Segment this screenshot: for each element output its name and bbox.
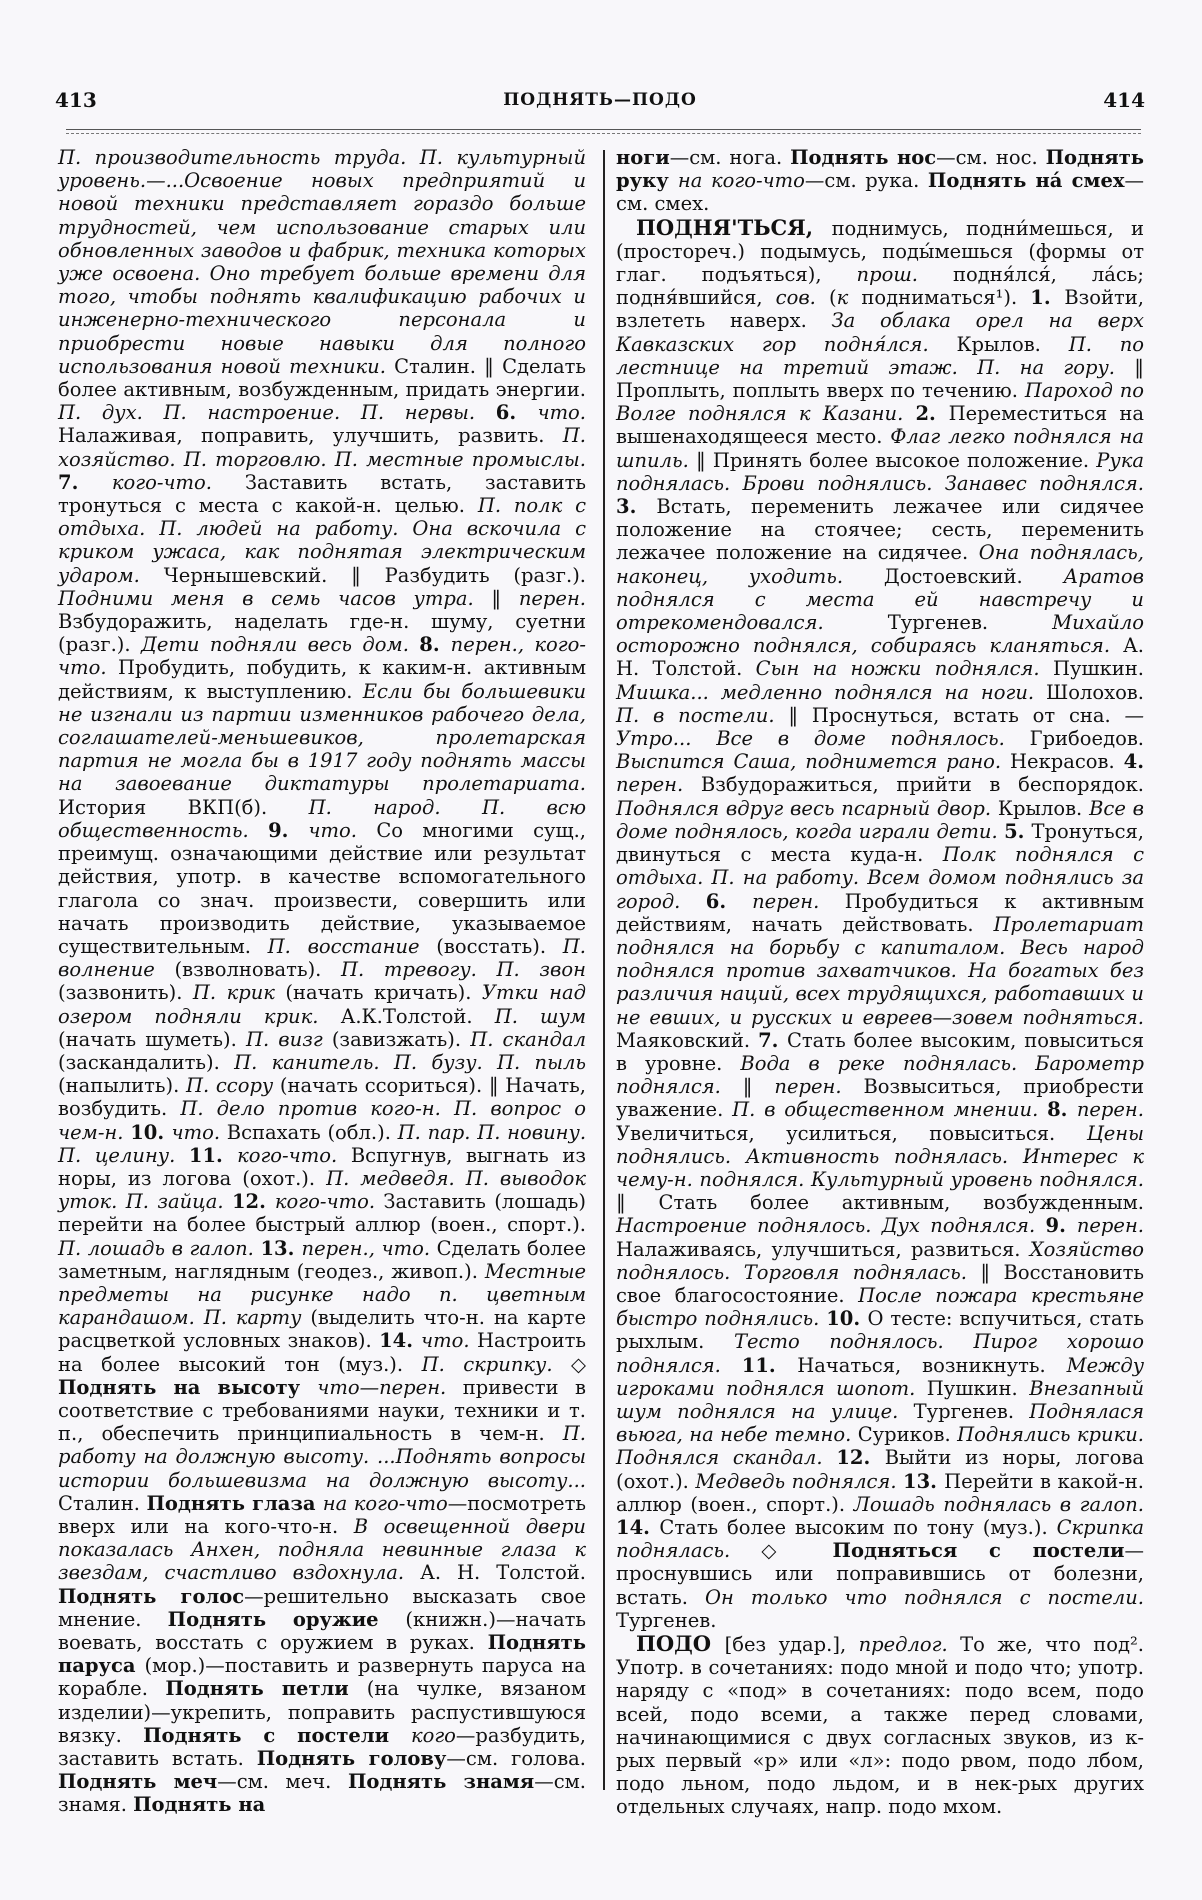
italic-text: Тесто поднялось. Пирог хорошо поднялся. <box>616 1330 1144 1377</box>
body-text: —разбудить, заставить встать. <box>58 1723 586 1771</box>
italic-text: Мишка... медленно поднялся на ноги. <box>616 680 1046 704</box>
body-text: Перейти в какой-н. аллюр (воен., спорт.). <box>616 1469 1144 1516</box>
italic-text: Цены поднялись. Активность поднялась. Интерес к чему-н. поднялся. Культурный уровень поднялся. <box>616 1121 1144 1191</box>
body-text: Пушкин. <box>1052 657 1144 681</box>
body-text: Грибоедов. <box>1029 727 1144 751</box>
left-column <box>58 146 586 1817</box>
body-text: ( <box>829 286 837 310</box>
body-text: Взбудоражить, наделать где-н. шуму, суетни (разг.). <box>58 610 586 657</box>
body-text: (восстать). <box>436 934 563 958</box>
italic-text: Утки над озером подняли крик. <box>58 981 586 1028</box>
italic-text: Хозяйство поднялось. Торговля поднялась. <box>616 1237 1144 1284</box>
header-rule <box>66 129 1141 134</box>
italic-text: кого-что. <box>237 1143 351 1167</box>
column-divider <box>603 150 605 1790</box>
body-text: ◇ <box>571 1352 586 1376</box>
body-text: Настроить на более высокий тон (муз.). <box>58 1329 586 1376</box>
bold-text: 1. <box>1030 286 1065 310</box>
italic-text: П. ссору <box>186 1074 280 1098</box>
italic-text: перен., кого-что. <box>58 633 586 680</box>
body-text: Увеличиться, усилиться, повыситься. <box>616 1121 1087 1145</box>
body-text: Тургенев. <box>616 1608 717 1632</box>
bold-text: Поднять на́ смех <box>927 169 1125 193</box>
italic-text: Дети подняли весь дом. <box>140 633 420 657</box>
body-text: —проснувшись или поправившись от болезни, встать. <box>616 1539 1145 1609</box>
italic-text: Сын на ножки поднялся. <box>755 657 1053 681</box>
italic-text: перен. <box>518 586 586 610</box>
page-number-left: 413 <box>55 88 97 112</box>
body-text: Тронуться, двинуться с места куда-н. <box>616 819 1144 867</box>
body-text: Шолохов. <box>1045 680 1144 704</box>
body-text: (заскандалить). <box>58 1050 235 1074</box>
body-text: Пушкин. <box>926 1376 1030 1400</box>
body-text: ‖ Принять более высокое положение. <box>695 448 1097 472</box>
body-text: ◇ <box>761 1539 833 1563</box>
body-text: (на чулке, вязаном изделии)—укрепить, поправить распустившуюся вязку. <box>58 1677 586 1747</box>
italic-text: перен. <box>1076 1214 1144 1238</box>
italic-text: П. медведя. П. выводок уток. П. зайца. <box>58 1166 586 1214</box>
dictionary-paragraph <box>616 146 1144 216</box>
italic-text: После пожара крестьяне быстро поднялись. <box>616 1283 1144 1331</box>
italic-text: В освещенной двери показалась Анхен, подняла невинные глаза к звездам, счастливо вздохнула. <box>58 1514 586 1585</box>
italic-text: прош. <box>856 263 954 287</box>
italic-text: П. полк с отдыха. П. людей на работу. Она вскочила с криком ужаса, как поднятая электрическим ударом. <box>58 494 586 587</box>
italic-text: Выспится Саша, поднимется рано. <box>616 750 1011 774</box>
body-text: (книжн.)—начать воевать, восстать с оружием в руках. <box>58 1607 586 1654</box>
body-text: (начать кричать). <box>285 981 482 1005</box>
body-text: Сделать более заметным, наглядным (геодез., живоп.). <box>58 1236 587 1283</box>
bold-text: 6. <box>705 889 753 913</box>
italic-text: сов. <box>775 286 829 310</box>
bold-text: 10. <box>130 1120 172 1144</box>
italic-text: кого-что. <box>274 1190 384 1214</box>
italic-text: Подними меня в семь часов утра. <box>58 586 492 610</box>
bold-text: 5. <box>1004 819 1032 843</box>
italic-text: Пролетариат поднялся на борьбу с капиталом. Весь народ поднялся против захватчиков. На богатых без различия наций, всех трудящихся, работавших и не евших, и русских и евреев—зовем подняться. <box>616 912 1144 1029</box>
italic-text: П. тревогу. П. звон <box>341 958 586 982</box>
bold-text: Поднять руку <box>616 146 1145 193</box>
italic-text: Поднялася вьюга, на небе темно. <box>616 1399 1144 1447</box>
italic-text: П. дух. П. настроение. П. нервы. <box>58 401 496 425</box>
body-text: Чернышевский. ‖ Разбудить (разг.). <box>163 563 587 587</box>
body-text: ‖ Проснуться, встать от сна. <box>788 703 1125 727</box>
body-text: ‖ Стать более активным, возбужденным. <box>616 1191 1144 1215</box>
italic-text: Она поднялась, наконец, уходить. <box>616 541 1144 588</box>
body-text: Сталин. ‖ Сделать более активным, возбужденным, придать энергии. <box>58 354 587 402</box>
dictionary-paragraph <box>616 1632 1144 1819</box>
bold-text: 9. <box>268 818 309 842</box>
italic-text: кого <box>410 1723 456 1747</box>
italic-text: к <box>836 286 862 310</box>
bold-text: 3. <box>616 495 657 519</box>
dictionary-paragraph <box>616 216 1144 1632</box>
italic-text: —Утро... Все в доме поднялось. <box>616 703 1144 751</box>
italic-text: Все в доме поднялось, когда играли дети. <box>616 796 1144 843</box>
body-text: Крылов. <box>997 796 1090 820</box>
bold-text: Поднять нос <box>790 146 937 169</box>
italic-text: Медведь поднялся. <box>695 1469 904 1493</box>
body-text: Стать более высоким, повыситься в уровне. <box>616 1028 1144 1075</box>
body-text: Крылов. <box>956 332 1069 356</box>
body-text: поднимусь, подни́мешься, и (простореч.) подымусь, поды́мешься (формы от глаг. подъяться), <box>616 216 1144 287</box>
bold-text: Поднять на <box>133 1793 266 1817</box>
body-text: —см. нос. <box>936 146 1046 169</box>
italic-text: что. <box>421 1329 478 1353</box>
italic-text: Полк поднялся с отдыха. П. на работу. Всем домом поднялись за город. <box>616 843 1144 913</box>
body-text: Заставить встать, заставить тронуться с места с какой-н. целью. <box>58 470 587 518</box>
body-text: Возвыситься, приобрести уважение. <box>616 1075 1144 1122</box>
italic-text: П. лошадь в галоп. <box>58 1236 261 1260</box>
body-text: (выделить что-н. на карте расцветкой условных знаков). <box>58 1306 586 1353</box>
italic-text: Флаг легко поднялся на шпиль. <box>616 425 1144 472</box>
bold-text: 10. <box>826 1307 868 1331</box>
body-text: (мор.)—поставить и развернуть паруса на корабле. <box>58 1654 586 1701</box>
body-text: —посмотреть вверх или на кого-что-н. <box>58 1491 586 1538</box>
italic-text: П. по лестнице на третий этаж. П. на гору. <box>616 332 1144 379</box>
headword: ПОДНЯ'ТЬСЯ, <box>636 214 832 240</box>
bold-text: Поднять оружие <box>167 1607 406 1631</box>
body-text: —см. знамя. <box>58 1770 587 1817</box>
italic-text: П. скрипку. <box>421 1352 571 1376</box>
body-text: Взбудоражиться, прийти в беспорядок. <box>700 773 1144 797</box>
italic-text: Поднялись крики. Поднялся скандал. <box>616 1423 1144 1470</box>
body-text: привести в соответствие с требованиями науки, техники и т. п., обеспечить принципиальность в чем-н. <box>58 1375 586 1446</box>
body-text: Тургенев. <box>913 1399 1030 1423</box>
italic-text: Скрипка поднялась. <box>616 1515 1144 1563</box>
italic-text: П. хозяйство. П. торговлю. П. местные промыслы. <box>58 424 586 471</box>
body-text: (начать шуметь). <box>58 1027 246 1051</box>
body-text: Стать более высоким по тону (муз.). <box>659 1515 1057 1539</box>
body-text: —см. нога. <box>669 146 791 169</box>
body-text: Пробудить, побудить, к каким-н. активным действиям, к выступлению. <box>58 656 586 703</box>
italic-text: Вода в реке поднялась. Барометр поднялся. <box>616 1051 1144 1099</box>
bold-text: 14. <box>379 1329 422 1353</box>
italic-text: Внезапный шум поднялся на улице. <box>616 1376 1145 1423</box>
body-text: Со многими сущ., преимущ. означающими действие или результат действия, употр. в качестве вспомогательного глагола со знач. произвести, совершить или начать производить действие, указываемое существительным. <box>58 818 587 958</box>
italic-text: П. производительность труда. П. культурный уровень.—...Освоение новых предприятий и новой техники представляет гораздо больше трудностей, чем использование старых или обновленных заводов и фабрик, техника которых уже освоена. Оно требует больше времени для того, чтобы поднять квалификацию рабочих и инженерно-технического персонала и приобрести новые навыки для полного использования новой техники. <box>58 146 586 378</box>
bold-text: 11. <box>188 1143 238 1167</box>
body-text: Переместиться на вышенаходящееся место. <box>616 402 1144 449</box>
italic-text: на кого-что <box>322 1491 448 1515</box>
running-title: ПОДНЯТЬ—ПОДО <box>503 90 697 110</box>
bold-text: Подняться с постели <box>832 1539 1125 1563</box>
body-text: (напылить). <box>58 1074 186 1098</box>
italic-text: Рука поднялась. Брови поднялись. Занавес поднялся. <box>616 448 1144 495</box>
body-text: (начать ссориться). ‖ Начать, возбудить. <box>58 1074 586 1121</box>
bold-text: Поднять голову <box>256 1747 447 1771</box>
italic-text: перен. <box>1076 1098 1144 1122</box>
bold-text: 13. <box>903 1469 945 1493</box>
body-text: ‖ Восстановить свое благосостояние. <box>616 1260 1145 1307</box>
bold-text: Поднять с постели <box>143 1723 411 1747</box>
body-text: То же, что под². Употр. в сочетаниях: подо мной и подо что; употр. наряду с «под» в сочетаниях: подо всем, подо всей, подо всеми, а также перед словами, начинающимися с двух согласных звуков, из к-рых первый «р» или «л»: подо рвом, подо лбом, подо льном, подо льдом, и в нек-рых других отдельных случаях, напр. подо мхом. <box>616 1633 1145 1819</box>
italic-text: перен., что. <box>301 1236 437 1260</box>
body-text: ‖ <box>742 1075 775 1099</box>
body-text: Начаться, возникнуть. <box>797 1353 1067 1377</box>
body-text: —решительно высказать свое мнение. <box>58 1584 586 1631</box>
italic-text: Если бы большевики не изгнали из партии изменников рабочего дела, соглашателей-меньшевиков, пролетарская партия не могла бы в 1917 году поднять массы на завоевание диктатуры пролетариата. <box>58 679 587 796</box>
body-text: Тургенев. <box>887 611 1053 635</box>
italic-text: перен. <box>752 889 845 913</box>
italic-text: П. восстание <box>267 934 437 958</box>
italic-text: Местные предметы на рисунке надо п. цветным карандашом. П. карту <box>58 1259 586 1330</box>
bold-text: Поднять петли <box>165 1677 367 1701</box>
bold-text: 13. <box>260 1236 302 1260</box>
page-header <box>55 88 1145 118</box>
italic-text: что—перен. <box>317 1375 463 1399</box>
italic-text: П. дело против кого-н. П. вопрос о чем-н. <box>58 1097 586 1144</box>
bold-text: 7. <box>758 1028 787 1052</box>
bold-text: 8. <box>419 633 451 657</box>
body-text: ‖ Проплыть, поплыть вверх по течению. <box>616 355 1144 403</box>
body-text: —см. меч. <box>217 1770 348 1794</box>
italic-text: Поднялся вдруг весь псарный двор. <box>616 796 998 820</box>
body-text: [без удар.], <box>724 1633 859 1656</box>
body-text: Сталин. <box>58 1491 147 1515</box>
body-text: —см. рука. <box>804 169 928 193</box>
italic-text: Он только что поднялся с постели. <box>704 1585 1144 1609</box>
body-text: подниматься¹). <box>861 286 1031 310</box>
body-text: подня́лся́, ла́сь; подня́вшийся, <box>616 263 1144 310</box>
body-text: Пробудиться к активным действиям, начать действовать. <box>616 889 1144 936</box>
italic-text: П. в общественном мнении. <box>732 1098 1048 1122</box>
body-text: Налаживая, поправить, улучшить, развить. <box>58 424 563 448</box>
body-text: А.К.Толстой. <box>340 1004 495 1028</box>
headword: ПОДО <box>636 1631 725 1656</box>
body-text: (завизжать). <box>331 1027 471 1051</box>
bold-text: Поднять меч <box>58 1770 218 1794</box>
italic-text: П. скандал <box>470 1027 586 1051</box>
italic-text: Настроение поднялось. Дух поднялся. <box>616 1214 1046 1238</box>
bold-text: 9. <box>1045 1214 1077 1238</box>
bold-text: 12. <box>231 1190 275 1214</box>
italic-text: П. работу на должную высоту. ...Поднять вопросы истории большевизма на должную высоту... <box>58 1422 586 1492</box>
bold-text: Поднять знамя <box>347 1770 535 1794</box>
dictionary-paragraph <box>58 146 586 1817</box>
bold-text: Поднять на высоту <box>58 1375 318 1399</box>
italic-text: П. визг <box>245 1027 332 1051</box>
bold-text: ноги <box>616 146 670 169</box>
italic-text: на кого-что <box>677 169 805 193</box>
italic-text: П. шум <box>494 1004 587 1028</box>
bold-text: 8. <box>1047 1098 1077 1122</box>
italic-text: кого-что. <box>111 470 245 494</box>
body-text: А. Н. Толстой. <box>616 634 1144 681</box>
body-text: ‖ <box>491 586 519 610</box>
bold-text: 7. <box>58 470 112 494</box>
italic-text: что. <box>171 1120 227 1144</box>
body-text: Достоевский. <box>883 564 1064 588</box>
body-text: А. Н. Толстой. <box>420 1561 586 1585</box>
italic-text: П. пар. П. новину. П. целину. <box>58 1120 587 1167</box>
italic-text: что. <box>537 401 586 425</box>
bold-text: 2. <box>915 402 949 426</box>
body-text: Встать, переменить лежачее или сидячее положение на стоячее; сесть, переменить лежачее положение на сидячее. <box>616 495 1144 565</box>
italic-text: П. в постели. <box>616 703 789 727</box>
body-text: Налаживаясь, улучшиться, развиться. <box>616 1237 1030 1261</box>
body-text: Выйти из норы, логова (охот.). <box>616 1446 1144 1493</box>
italic-text: предлог. <box>858 1633 961 1656</box>
body-text: О тесте: вспучиться, стать рыхлым. <box>616 1307 1144 1354</box>
bold-text: 11. <box>741 1353 798 1377</box>
body-text: Вспахать (обл.). <box>226 1120 398 1144</box>
bold-text: Поднять голос <box>58 1584 245 1608</box>
italic-text: П. крик <box>192 981 286 1005</box>
italic-text: Аратов поднялся с места ей навстречу и отрекомендовался. <box>616 564 1145 635</box>
body-text: —см. голова. <box>446 1747 586 1771</box>
page-number-right: 414 <box>1103 88 1145 112</box>
italic-text: Между игроками поднялся шопот. <box>616 1353 1144 1400</box>
bold-text: 14. <box>616 1515 660 1539</box>
italic-text: что. <box>308 818 377 842</box>
italic-text: За облака орел на верх Кавказских гор подня́лся. <box>616 309 1144 356</box>
body-text: Вспугнув, выгнать из норы, из логова (охот.). <box>58 1143 587 1190</box>
body-text: История ВКП(б). <box>58 795 309 819</box>
body-text: Некрасов. <box>1010 750 1124 774</box>
italic-text: Лошадь поднялась в галоп. <box>853 1492 1144 1516</box>
body-text: —см. смех. <box>616 169 1144 216</box>
body-text: Маяковский. <box>616 1028 759 1052</box>
italic-text: П. волнение <box>58 934 586 982</box>
bold-text: Поднять паруса <box>58 1631 586 1678</box>
italic-text: перен. <box>616 773 701 797</box>
bold-text: 6. <box>495 401 538 425</box>
bold-text: 12. <box>836 1446 885 1470</box>
italic-text: П. народ. П. всю общественность. <box>58 795 586 842</box>
bold-text: 4. <box>1123 750 1144 774</box>
italic-text: П. канитель. П. бузу. П. пыль <box>234 1050 586 1074</box>
italic-text: Пароход по Волге поднялся к Казани. <box>616 379 1144 426</box>
body-text: (взволновать). <box>174 958 342 982</box>
body-text: Заставить (лошадь) перейти на более быстрый аллюр (воен., спорт.). <box>58 1190 586 1237</box>
body-text: Взойти, взлететь наверх. <box>616 286 1144 333</box>
italic-text: Михайло осторожно поднялся, собираясь кланяться. <box>616 611 1144 658</box>
bold-text: Поднять глаза <box>146 1491 323 1515</box>
right-column <box>616 146 1144 1819</box>
body-text: Суриков. <box>857 1423 958 1447</box>
body-text: (зазвонить). <box>58 981 193 1005</box>
italic-text: перен. <box>774 1075 864 1099</box>
